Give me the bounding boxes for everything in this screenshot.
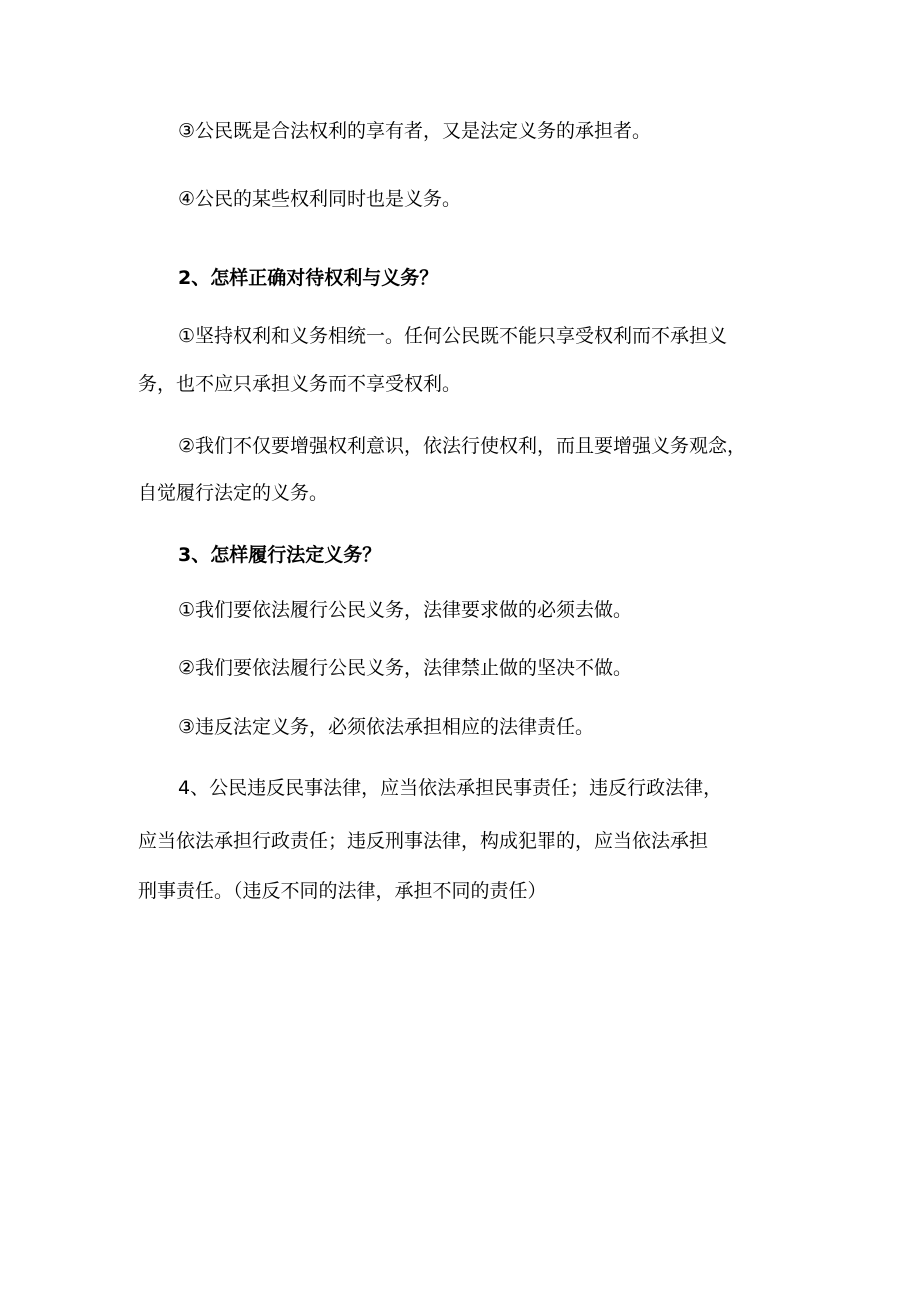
section-4-line-3: 刑事责任。（违反不同的法律，承担不同的责任） — [138, 880, 547, 902]
section-3-item-1: ①我们要依法履行公民义务，法律要求做的必须去做。 — [178, 599, 633, 621]
section-3-item-2: ②我们要依法履行公民义务，法律禁止做的坚决不做。 — [178, 657, 633, 679]
section-2-item-1-line-2: 务，也不应只承担义务而不享受权利。 — [138, 373, 462, 395]
section-2-item-1-line-1: ①坚持权利和义务相统一。任何公民既不能只享受权利而不承担义 — [178, 325, 728, 347]
section-2-item-2-line-1: ②我们不仅要增强权利意识，依法行使权利，而且要增强义务观念， — [178, 435, 747, 457]
section-3-item-3: ③违反法定义务，必须依法承担相应的法律责任。 — [178, 716, 595, 738]
section-4-line-1: 4、公民违反民事法律，应当依法承担民事责任；违反行政法律， — [178, 777, 723, 799]
section-4-line-2: 应当依法承担行政责任；违反刑事法律，构成犯罪的，应当依法承担 — [138, 830, 709, 852]
section-2-item-2-line-2: 自觉履行法定的义务。 — [138, 482, 329, 504]
list-item-4: ④公民的某些权利同时也是义务。 — [178, 188, 462, 210]
section-3-heading: 3、怎样履行法定义务？ — [178, 544, 382, 566]
list-item-3: ③公民既是合法权利的享有者，又是法定义务的承担者。 — [178, 120, 652, 142]
section-2-heading: 2、怎样正确对待权利与义务？ — [178, 267, 439, 289]
